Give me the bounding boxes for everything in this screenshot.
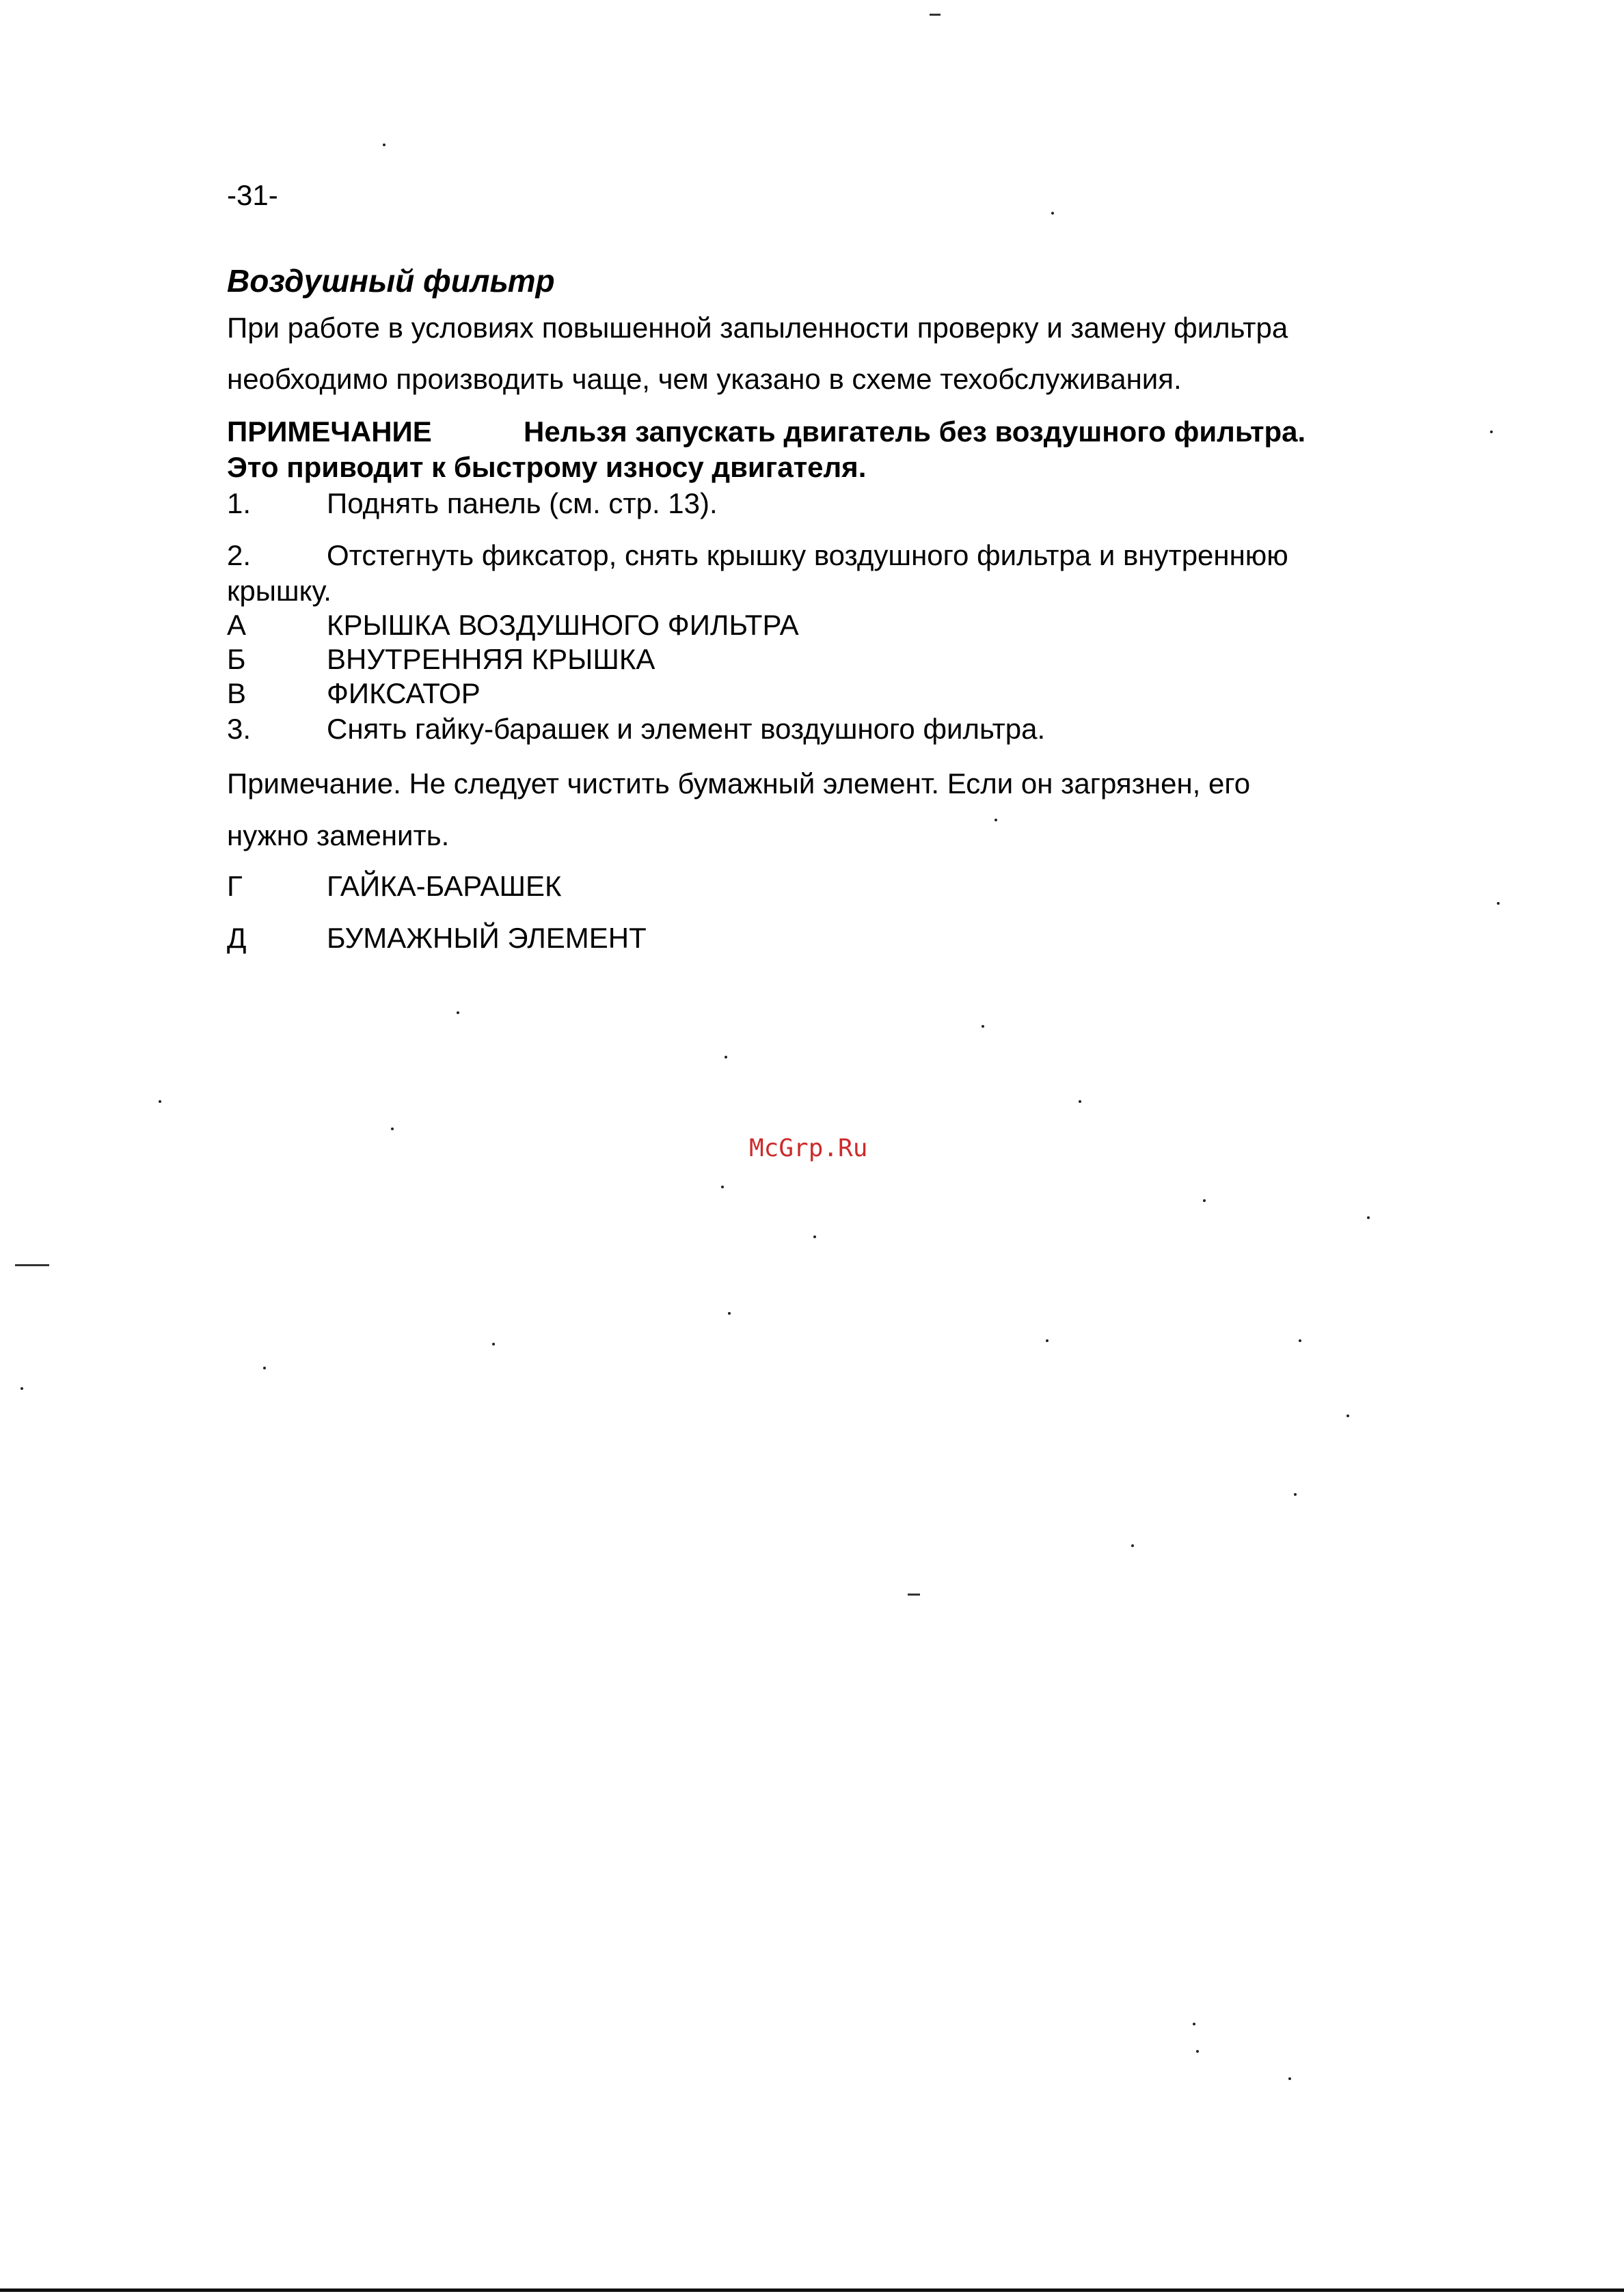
- part-label: ФИКСАТОР: [327, 677, 481, 709]
- scan-speck: [982, 1025, 984, 1028]
- part-label: ГАЙКА-БАРАШЕК: [327, 870, 562, 902]
- scan-speck: [159, 1100, 161, 1103]
- part-marker: В: [227, 677, 247, 709]
- scan-speck: [813, 1235, 816, 1238]
- scan-speck: [1046, 1339, 1048, 1342]
- scan-speck: [1193, 2023, 1195, 2025]
- page-number: -31-: [227, 179, 278, 211]
- intro-line-2: необходимо производить чаще, чем указано в схеме техобслуживания.: [227, 363, 1182, 395]
- part-label: КРЫШКА ВОЗДУШНОГО ФИЛЬТРА: [327, 609, 799, 641]
- step-text: Снять гайку-барашек и элемент воздушного фильтра.: [327, 713, 1046, 745]
- part-label: БУМАЖНЫЙ ЭЛЕМЕНТ: [327, 922, 647, 954]
- scan-speck: [263, 1367, 266, 1369]
- part-marker: А: [227, 609, 247, 641]
- step-marker: 3.: [227, 713, 252, 745]
- part-label: ВНУТРЕННЯЯ КРЫШКА: [327, 643, 655, 675]
- scan-speck: [1051, 212, 1054, 215]
- note-text-line-2: Это приводит к быстрому износу двигателя.: [227, 451, 867, 483]
- note-text-line-1: Нельзя запускать двигатель без воздушного фильтра.: [524, 415, 1306, 448]
- scan-speck: [1294, 1493, 1297, 1496]
- scan-speck: [21, 1387, 23, 1390]
- scan-speck: [492, 1343, 495, 1345]
- scan-speck: [391, 1128, 394, 1130]
- step-text: Поднять панель (см. стр. 13).: [327, 487, 718, 519]
- scan-speck: [1196, 2050, 1199, 2053]
- scan-speck: [725, 1056, 727, 1058]
- bottom-border-line: [0, 2288, 1624, 2292]
- step-text: Отстегнуть фиксатор, снять крышку воздушного фильтра и внутреннюю: [327, 539, 1288, 571]
- intro-line-1: При работе в условиях повышенной запыленности проверку и замену фильтра: [227, 312, 1288, 344]
- scan-speck: [1367, 1216, 1370, 1219]
- watermark: McGrp.Ru: [749, 1134, 868, 1162]
- scan-speck: [1299, 1339, 1301, 1342]
- scan-speck: [457, 1011, 459, 1014]
- section-heading: Воздушный фильтр: [227, 263, 555, 299]
- remark-line-1: Примечание. Не следует чистить бумажный элемент. Если он загрязнен, его: [227, 767, 1251, 800]
- scan-speck: [1131, 1544, 1134, 1547]
- scan-speck: [383, 144, 385, 146]
- scan-speck: [1497, 902, 1500, 905]
- scan-speck: [721, 1186, 724, 1188]
- scan-speck: [1346, 1414, 1349, 1417]
- part-marker: Г: [227, 870, 243, 902]
- scan-speck: [994, 819, 997, 821]
- step-marker: 1.: [227, 487, 252, 519]
- remark-line-2: нужно заменить.: [227, 819, 450, 851]
- scan-speck: [1079, 1100, 1081, 1103]
- scan-dash: [908, 1594, 920, 1596]
- note-label: ПРИМЕЧАНИЕ: [227, 415, 432, 448]
- scan-speck: [1490, 430, 1493, 433]
- part-marker: Б: [227, 643, 246, 675]
- part-marker: Д: [227, 922, 247, 954]
- scan-dash: [15, 1264, 49, 1266]
- step-text-continuation: крышку.: [227, 575, 331, 607]
- step-marker: 2.: [227, 539, 252, 571]
- scan-dash: [930, 14, 940, 16]
- scan-speck: [1203, 1199, 1206, 1202]
- scan-speck: [728, 1312, 731, 1315]
- scan-speck: [1288, 2077, 1291, 2080]
